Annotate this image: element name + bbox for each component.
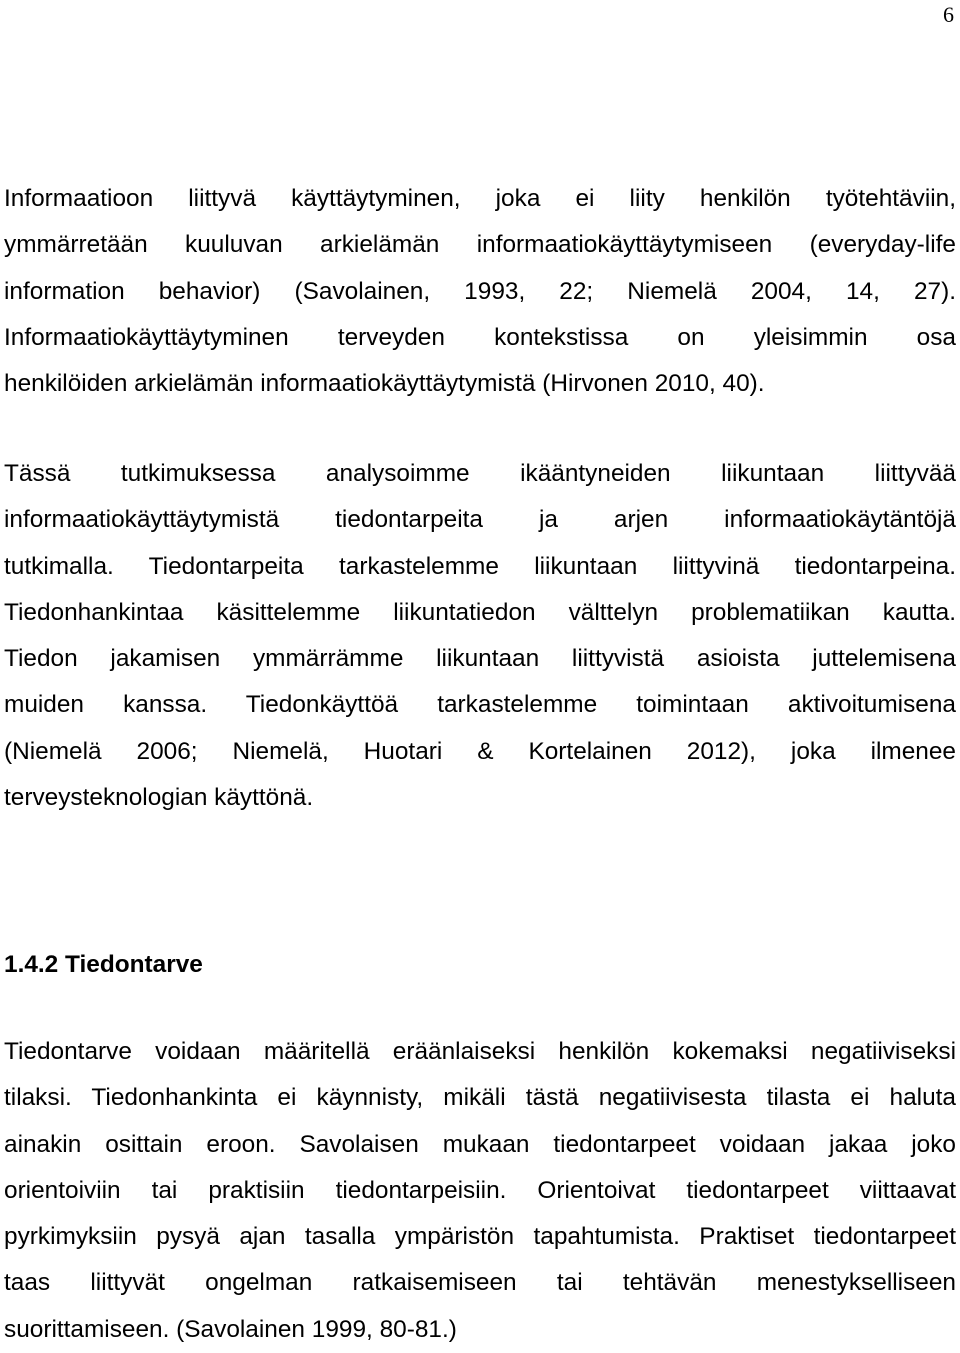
paragraph-line: (Niemelä 2006; Niemelä, Huotari & Kortelainen 2012), joka ilmenee — [4, 737, 956, 765]
paragraph-informaatiokayttaytyminen — [4, 176, 956, 407]
paragraph-line: henkilöiden arkielämän informaatiokäyttäytymistä (Hirvonen 2010, 40). — [4, 370, 765, 398]
paragraph-line: suorittamiseen. (Savolainen 1999, 80-81.) — [4, 1315, 457, 1343]
paragraph-line: Tiedontarve voidaan määritellä eräänlaiseksi henkilön kokemaksi negatiiviseksi — [4, 1038, 956, 1065]
paragraph-line: orientoiviin tai praktisiin tiedontarpeisiin. Orientoivat tiedontarpeet viittaavat — [4, 1176, 956, 1204]
paragraph-tiedontarve — [4, 1029, 956, 1353]
paragraph-line: pyrkimyksiin pysyä ajan tasalla ympäristön tapahtumista. Praktiset tiedontarpeet — [4, 1223, 956, 1251]
paragraph-line: information behavior) (Savolainen, 1993, 22; Niemelä 2004, 14, 27). — [4, 277, 956, 305]
paragraph-line: Tiedon jakamisen ymmärrämme liikuntaan liittyvistä asioista juttelemisena — [4, 645, 956, 673]
paragraph-line: tutkimalla. Tiedontarpeita tarkastelemme liikuntaan liittyvinä tiedontarpeina. — [4, 552, 956, 580]
section-heading: 1.4.2 Tiedontarve — [4, 951, 203, 978]
page-number: 6 — [943, 2, 954, 27]
paragraph-line: taas liittyvät ongelman ratkaisemiseen tai tehtävän menestykselliseen — [4, 1269, 956, 1297]
paragraph-line: Tiedonhankintaa käsittelemme liikuntatiedon välttelyn problematiikan kautta. — [4, 598, 956, 626]
paragraph-line: ymmärretään kuuluvan arkielämän informaatiokäyttäytymiseen (everyday-life — [4, 231, 956, 259]
paragraph-line: ainakin osittain eroon. Savolaisen mukaan tiedontarpeet voidaan jakaa joko — [4, 1130, 956, 1158]
paragraph-line: Tässä tutkimuksessa analysoimme ikääntyneiden liikuntaan liittyvää — [4, 460, 956, 487]
paragraph-line: muiden kanssa. Tiedonkäyttöä tarkastelemme toimintaan aktivoitumisena — [4, 691, 956, 719]
paragraph-line: informaatiokäyttäytymistä tiedontarpeita ja arjen informaatiokäytäntöjä — [4, 506, 956, 534]
paragraph-line: tilaksi. Tiedonhankinta ei käynnisty, mikäli tästä negatiivisesta tilasta ei haluta — [4, 1084, 956, 1112]
paragraph-line: Informaatiokäyttäytyminen terveyden kontekstissa on yleisimmin osa — [4, 323, 956, 351]
paragraph-line: terveysteknologian käyttönä. — [4, 784, 314, 812]
paragraph-tutkimus — [4, 451, 956, 821]
paragraph-line: Informaatioon liittyvä käyttäytyminen, joka ei liity henkilön työtehtäviin, — [4, 185, 956, 212]
